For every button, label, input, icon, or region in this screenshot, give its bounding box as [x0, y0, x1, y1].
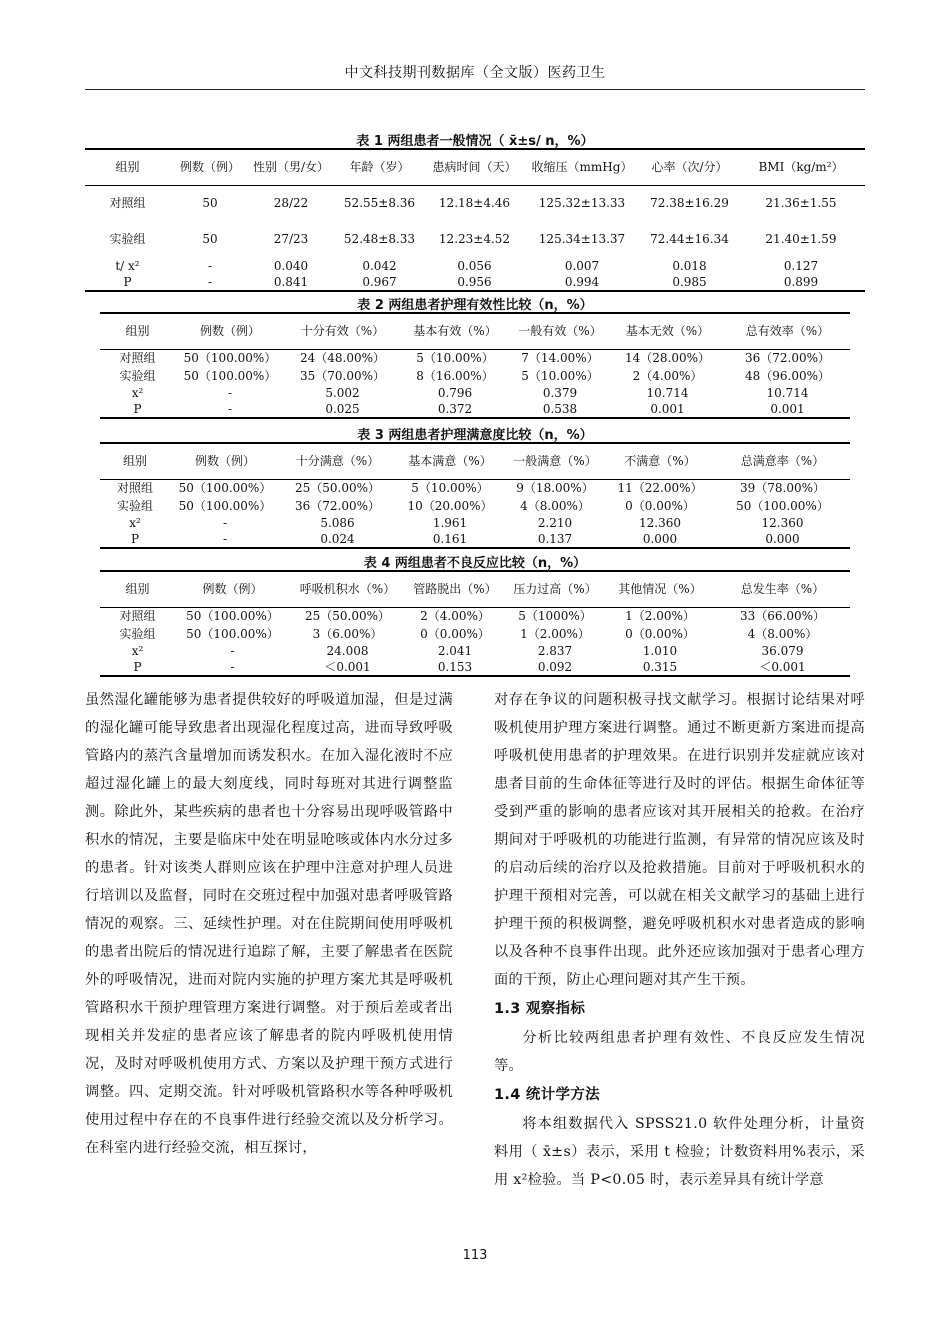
table-cell: 25（50.00%） [304, 609, 391, 624]
table-cell: 0.001 [770, 402, 805, 416]
table-cell: 36（72.00%） [744, 351, 831, 366]
table-cell: - [227, 402, 233, 416]
table4 [100, 570, 850, 677]
table-cell: 实验组 [119, 626, 156, 641]
table-cell: 36（72.00%） [294, 498, 381, 513]
table1-header-cell: BMI（kg/m²） [758, 160, 844, 175]
table-cell: 1（2.00%） [625, 609, 695, 624]
table-row [85, 257, 865, 274]
table-cell: 5.002 [325, 385, 360, 400]
table-cell: 1.961 [432, 515, 468, 530]
table2 [100, 312, 850, 419]
table-row [100, 384, 850, 401]
table3 [100, 442, 850, 549]
table-cell: - [207, 258, 213, 273]
table-row [100, 401, 850, 418]
page-number: 113 [462, 1248, 488, 1263]
table-cell: 0.994 [564, 275, 600, 289]
table1 [85, 148, 865, 292]
table-cell: 9（18.00%） [516, 481, 594, 496]
table-cell: 50 [202, 196, 218, 211]
table4-header-cell: 压力过高（%） [513, 582, 597, 597]
table-cell: 2（4.00%） [632, 368, 703, 383]
table-cell: 0.841 [273, 275, 309, 289]
table-cell: 0.899 [783, 275, 819, 289]
table-cell: 0.018 [672, 258, 707, 273]
table-row [85, 221, 865, 257]
table-cell: 实验组 [119, 368, 156, 383]
table-cell: 0.379 [542, 385, 578, 400]
table-row [100, 497, 850, 514]
section-heading-observation: 1.3 观察指标 [494, 1001, 586, 1017]
table2-header-cell: 例数（例） [199, 324, 260, 339]
running-header: 中文科技期刊数据库（全文版）医药卫生 [344, 65, 606, 81]
table-cell: 10.714 [766, 385, 809, 400]
table1-header-cell: 患病时间（天） [432, 160, 517, 175]
table-cell: 35（70.00%） [299, 368, 386, 383]
table-cell: 0.024 [320, 532, 355, 546]
table-cell: 5（10.00%） [521, 368, 599, 383]
table-cell: 0.372 [437, 402, 473, 416]
table4-header-cell: 其他情况（%） [618, 582, 702, 597]
table-cell: 0.127 [783, 258, 819, 273]
body-paragraph: 将本组数据代入 SPSS21.0 软件处理分析，计量资料用（ x̄±s）表示，采用 t 检验；计数资料用%表示，采用 x²检验。当 P<0.05 时，表示差异具有统计学意 [494, 1116, 865, 1188]
table2-header-row [100, 313, 850, 349]
table-cell: 实验组 [109, 232, 146, 246]
table-cell: 50（100.00%） [183, 368, 277, 383]
table-row [85, 185, 865, 221]
table-cell: 对照组 [109, 196, 146, 211]
table-cell: 33（66.00%） [739, 609, 826, 624]
table-cell: P [133, 402, 142, 416]
table-cell: 12.18±4.46 [438, 196, 511, 211]
table-cell: x² [131, 643, 144, 658]
table-cell: 2.210 [537, 515, 573, 530]
left-column [85, 686, 453, 1162]
table1-header-cell: 年龄（岁） [349, 160, 410, 175]
table-cell: 0.000 [642, 532, 678, 546]
table-cell: 5（10.00%） [416, 351, 494, 366]
table2-header-cell: 基本有效（%） [413, 324, 497, 339]
table-cell: x² [131, 385, 144, 400]
table2-header-cell: 总有效率（%） [745, 324, 830, 339]
table-cell: 0.967 [362, 275, 397, 289]
table-cell: P [130, 532, 140, 546]
table3-header-cell: 一般满意（%） [513, 454, 597, 469]
table-cell: 21.40±1.59 [765, 232, 837, 246]
table-cell: 2.041 [437, 643, 473, 658]
table-cell: 1.010 [642, 643, 678, 658]
table-cell: 21.36±1.55 [765, 196, 837, 211]
table4-header-cell: 总发生率（%） [740, 582, 825, 597]
table-cell: 2.837 [537, 643, 573, 658]
table3-header-cell: 总满意率（%） [740, 454, 825, 469]
table-cell: 50（100.00%） [178, 481, 272, 496]
table-cell: 52.48±8.33 [343, 232, 416, 246]
table-row [100, 607, 850, 625]
table2-header-cell: 基本无效（%） [625, 324, 710, 339]
table-cell: 0.538 [542, 402, 578, 416]
table1-header-row [85, 149, 865, 185]
table-cell: 72.38±16.29 [650, 196, 729, 211]
table-cell: 实验组 [116, 498, 153, 513]
table3-header-cell: 例数（例） [194, 454, 255, 469]
table3-header-cell: 不满意（%） [624, 454, 696, 469]
table-cell: 0.137 [537, 532, 573, 546]
table-cell: - [222, 532, 228, 546]
table-cell: 10（20.00%） [407, 498, 493, 513]
table-row [100, 514, 850, 531]
table1-header-cell: 心率（次/分） [651, 160, 728, 175]
table-cell: 对照组 [119, 351, 156, 366]
table-cell: 39（78.00%） [739, 481, 826, 496]
table-row [100, 659, 850, 676]
table-cell: 24.008 [326, 643, 369, 658]
table-cell: ＜0.001 [324, 660, 371, 674]
table1-header-cell: 性别（男/女） [252, 160, 330, 175]
table-cell: 0.796 [437, 385, 473, 400]
table-cell: 8（16.00%） [416, 368, 494, 383]
table-cell: 50（100.00%） [186, 609, 279, 624]
table4-header-cell: 管路脱出（%） [413, 582, 497, 597]
table4-header-cell: 组别 [125, 582, 150, 597]
table-cell: 0.000 [765, 532, 800, 546]
table3-header-cell: 组别 [122, 454, 147, 469]
table-cell: 0（0.00%） [625, 498, 695, 513]
table-row [100, 367, 850, 384]
table-cell: 25（50.00%） [294, 481, 381, 496]
table-cell: 12.360 [761, 515, 804, 530]
table-row [100, 479, 850, 497]
table-cell: 52.55±8.36 [343, 196, 416, 211]
table-row [100, 531, 850, 548]
table-cell: 125.32±13.33 [538, 196, 626, 211]
table-cell: - [222, 515, 228, 530]
table-cell: 50 [202, 232, 218, 246]
table-cell: 1（2.00%） [520, 626, 590, 641]
table-cell: 0.956 [457, 275, 492, 289]
table-cell: 12.360 [639, 515, 681, 530]
right-column [494, 686, 865, 1194]
table-cell: 5.086 [320, 515, 355, 530]
table1-header-cell: 组别 [115, 160, 140, 175]
table-cell: 11（22.00%） [617, 481, 703, 496]
table-cell: 3（6.00%） [312, 626, 383, 641]
table-cell: 12.23±4.52 [438, 232, 511, 246]
table-cell: 10.714 [646, 385, 689, 400]
table-cell: 50（100.00%） [186, 626, 279, 641]
table-cell: 5（10.00%） [411, 481, 489, 496]
table4-header-row [100, 571, 850, 607]
table-cell: 0.042 [362, 258, 397, 273]
table1-header-cell: 例数（例） [179, 160, 240, 175]
table2-header-cell: 组别 [125, 324, 150, 339]
table-cell: 0.161 [432, 532, 468, 546]
table-cell: 28/22 [273, 196, 309, 211]
header-rule [85, 89, 865, 90]
table-row [85, 274, 865, 291]
table-cell: 0.007 [564, 258, 600, 273]
table-cell: 50（100.00%） [178, 498, 272, 513]
body-paragraph: 虽然湿化罐能够为患者提供较好的呼吸道加湿，但是过满的湿化罐可能导致患者出现湿化程度过高，进而导致呼吸管路内的蒸汽含量增加而诱发积水。在加入湿化液时不应超过湿化罐上的最大刻度线，同时每班对其进行调整监测。除此外，某些疾病的患者也十分容易出现呼吸管路中积水的情况，主要是临床中处在明显呛咳或体内水分过多的患者。针对该类人群则应该在护理中注意对护理人员进行培训以及监督，同时在交班过程中加强对患者呼吸管路情况的观察。三、延续性护理。对在住院期间使用呼吸机的患者出院后的情况进行追踪了解，主要了解患者在医院外的呼吸情况，进而对院内实施的护理方案尤其是呼吸机管路积水干预护理管理方案进行调整。对于预后差或者出现相关并发症的患者应该了解患者的院内呼吸机使用情况，及时对呼吸机使用方式、方案以及护理干预方式进行调整。四、定期交流。针对呼吸机管路积水等各种呼吸机使用过程中存在的不良事件进行经验交流以及分析学习。在科室内进行经验交流，相互探讨， [85, 692, 453, 1156]
table-cell: 2（4.00%） [420, 609, 490, 624]
table-cell: 对照组 [116, 481, 153, 496]
table-cell: 125.34±13.37 [538, 232, 626, 246]
table-row [100, 642, 850, 659]
table-cell: 27/23 [273, 232, 309, 246]
table-cell: 5（1000%） [518, 609, 592, 624]
table2-caption: 表 2 两组患者护理有效性比较（n，%） [357, 298, 593, 313]
table-cell: - [230, 660, 235, 674]
table-cell: 0.025 [325, 402, 360, 416]
table4-header-cell: 例数（例） [202, 582, 263, 597]
table-cell: ＜0.001 [759, 660, 806, 674]
table-cell: 14（28.00%） [624, 351, 711, 366]
table3-header-cell: 十分满意（%） [295, 454, 380, 469]
table-cell: 24（48.00%） [299, 351, 386, 366]
table-cell: 0.040 [273, 258, 309, 273]
table2-header-cell: 十分有效（%） [300, 324, 385, 339]
table3-caption: 表 3 两组患者护理满意度比较（n，%） [357, 428, 593, 443]
table-cell: 4（8.00%） [747, 626, 818, 641]
table-cell: 对照组 [119, 609, 156, 624]
table-cell: P [123, 275, 132, 289]
table-cell: 0.985 [672, 275, 707, 289]
table-cell: 72.44±16.34 [650, 232, 729, 246]
table-cell: 48（96.00%） [744, 368, 831, 383]
table-row [100, 349, 850, 367]
table-cell: t/ x² [115, 258, 140, 273]
table-cell: 7（14.00%） [521, 351, 599, 366]
table-cell: x² [129, 515, 141, 530]
table-cell: 50（100.00%） [183, 351, 277, 366]
section-heading-statistics: 1.4 统计学方法 [494, 1087, 600, 1103]
body-paragraph: 分析比较两组患者护理有效性、不良反应发生情况等。 [494, 1030, 865, 1074]
table-cell: - [207, 275, 213, 289]
table-cell: 4（8.00%） [520, 498, 590, 513]
table-cell: 0.315 [642, 660, 678, 674]
table-cell: 0.056 [457, 258, 492, 273]
table-cell: - [227, 385, 233, 400]
table3-header-row [100, 443, 850, 479]
table-cell: 0.001 [650, 402, 685, 416]
body-paragraph: 对存在争议的问题积极寻找文献学习。根据讨论结果对呼吸机使用护理方案进行调整。通过不断更新方案进而提高呼吸机使用患者的护理效果。在进行识别并发症就应该对患者目前的生命体征等进行及时的评估。根据生命体征等受到严重的影响的患者应该对其开展相关的抢救。在治疗期间对于呼吸机的功能进行监测，有异常的情况应该及时的启动后续的治疗以及抢救措施。目前对于呼吸机积水的护理干预相对完善，可以就在相关文献学习的基础上进行护理干预的积极调整，避免呼吸机积水对患者造成的影响以及各种不良事件出现。此外还应该加强对于患者心理方面的干预，防止心理问题对其产生干预。 [494, 692, 865, 988]
table-cell: 0.153 [437, 660, 473, 674]
table-cell: 0（0.00%） [420, 626, 490, 641]
table4-caption: 表 4 两组患者不良反应比较（n，%） [363, 556, 587, 571]
table1-caption: 表 1 两组患者一般情况（ x̄±s/ n，%） [356, 134, 594, 149]
table3-header-cell: 基本满意（%） [408, 454, 492, 469]
table-cell: - [230, 643, 235, 658]
table-cell: 50（100.00%） [736, 498, 829, 513]
table2-header-cell: 一般有效（%） [518, 324, 602, 339]
table-cell: P [133, 660, 142, 674]
table1-header-cell: 收缩压（mmHg） [531, 160, 633, 175]
table-cell: 36.079 [761, 643, 804, 658]
table-row [100, 625, 850, 642]
table4-header-cell: 呼吸机积水（%） [299, 582, 396, 597]
table-cell: 0（0.00%） [625, 626, 695, 641]
table-cell: 0.092 [537, 660, 573, 674]
